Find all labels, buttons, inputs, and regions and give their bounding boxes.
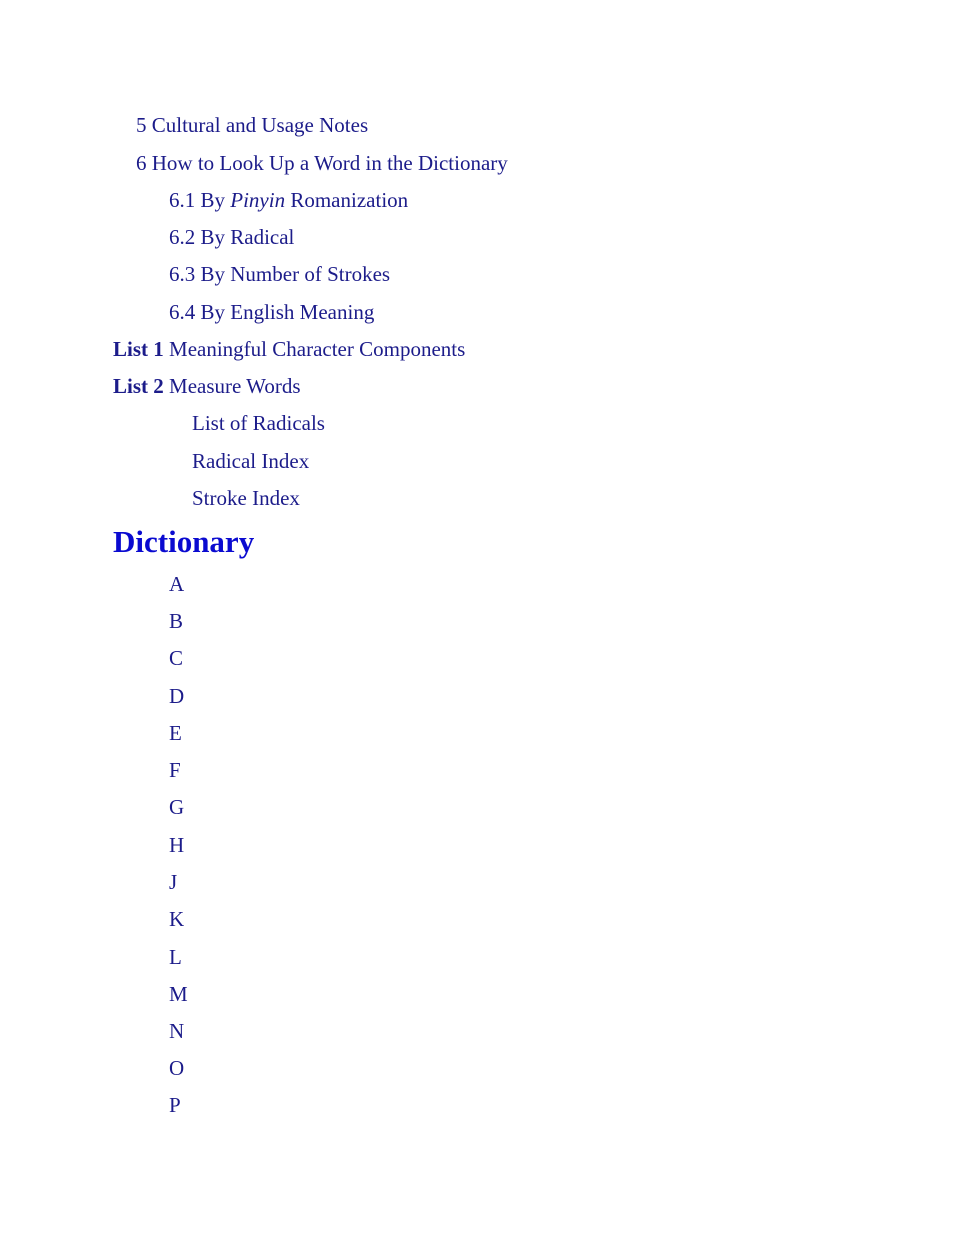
letter-link-d[interactable]: D [169, 684, 185, 708]
letter-link-n[interactable]: N [169, 1019, 185, 1043]
letter-link-l[interactable]: L [169, 945, 182, 969]
list-number: List 1 [113, 337, 164, 361]
letter-link-b[interactable]: B [169, 609, 184, 633]
toc-link-by-english[interactable]: 6.4 By English Meaning [169, 300, 375, 324]
letter-link-o[interactable]: O [169, 1056, 185, 1080]
toc-link-prefix: 6.1 By [169, 188, 231, 212]
toc-link-by-radical[interactable]: 6.2 By Radical [169, 225, 295, 249]
toc-link-radical-index[interactable]: Radical Index [192, 449, 310, 473]
toc-link-suffix: Romanization [285, 188, 409, 212]
letter-link-f[interactable]: F [169, 758, 181, 782]
toc-link-list-1[interactable] [113, 339, 465, 360]
toc-link-list-of-radicals[interactable]: List of Radicals [192, 411, 325, 435]
list-title: Meaningful Character Components [163, 337, 466, 361]
toc-link-stroke-index[interactable]: Stroke Index [192, 486, 300, 510]
toc-link-list-2[interactable] [113, 376, 301, 397]
list-number: List 2 [113, 374, 164, 398]
letter-link-e[interactable]: E [169, 721, 182, 745]
letter-link-j[interactable]: J [169, 870, 178, 894]
toc-link-how-to-look-up[interactable]: 6 How to Look Up a Word in the Dictionary [136, 151, 508, 175]
letter-link-k[interactable]: K [169, 907, 185, 931]
letter-link-p[interactable]: P [169, 1093, 181, 1117]
letter-link-h[interactable]: H [169, 833, 185, 857]
letter-link-a[interactable]: A [169, 572, 185, 596]
dictionary-heading: Dictionary [113, 524, 255, 559]
toc-link-by-strokes[interactable]: 6.3 By Number of Strokes [169, 262, 391, 286]
toc-link-by-pinyin[interactable] [169, 190, 408, 211]
letter-link-c[interactable]: C [169, 646, 184, 670]
toc-link-italic-term: Pinyin [230, 188, 286, 212]
list-title: Measure Words [163, 374, 301, 398]
toc-link-cultural-usage-notes[interactable]: 5 Cultural and Usage Notes [136, 113, 369, 137]
letter-link-m[interactable]: M [169, 982, 188, 1006]
letter-link-g[interactable]: G [169, 795, 185, 819]
